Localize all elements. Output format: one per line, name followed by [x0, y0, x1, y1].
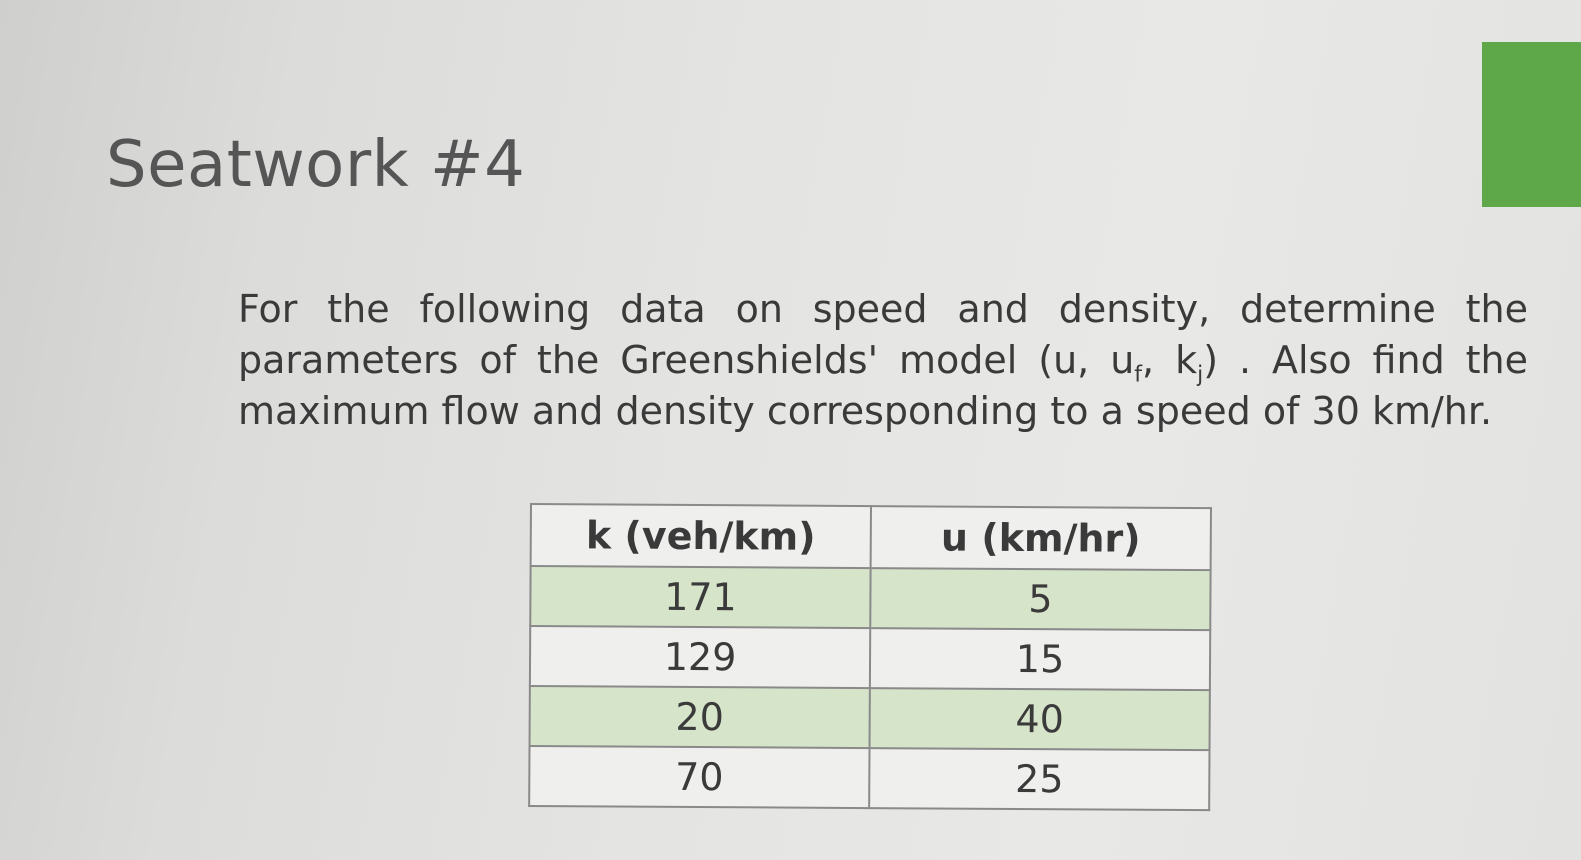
subscript-j: j	[1197, 362, 1204, 388]
statement-part-2: ) . Also find the maximum flow and density corresponding to a speed of 30 km/hr.	[238, 338, 1528, 433]
header-density: k (veh/km)	[531, 504, 871, 568]
speed-density-table	[528, 503, 1212, 811]
table-header-row	[531, 504, 1211, 570]
cell-density: 70	[529, 746, 869, 808]
statement-separator: , k	[1142, 338, 1198, 382]
table-row	[530, 626, 1210, 690]
table-row	[530, 566, 1210, 630]
header-speed: u (km/hr)	[871, 506, 1211, 570]
statement-part-1: For the following data on speed and density, determine the parameters of the Greenshields' model (u, u	[238, 287, 1528, 382]
cell-density: 171	[530, 566, 870, 628]
cell-speed: 15	[870, 628, 1210, 690]
cell-density: 129	[530, 626, 870, 688]
cell-density: 20	[530, 686, 870, 748]
table-row	[529, 746, 1209, 810]
subscript-f: f	[1134, 362, 1143, 388]
cell-speed: 40	[870, 688, 1210, 750]
table-row	[530, 686, 1210, 750]
slide-title: Seatwork #4	[106, 128, 526, 202]
cell-speed: 25	[869, 748, 1209, 810]
cell-speed: 5	[870, 568, 1210, 630]
green-accent-block	[1482, 42, 1581, 207]
problem-statement	[238, 284, 1528, 437]
